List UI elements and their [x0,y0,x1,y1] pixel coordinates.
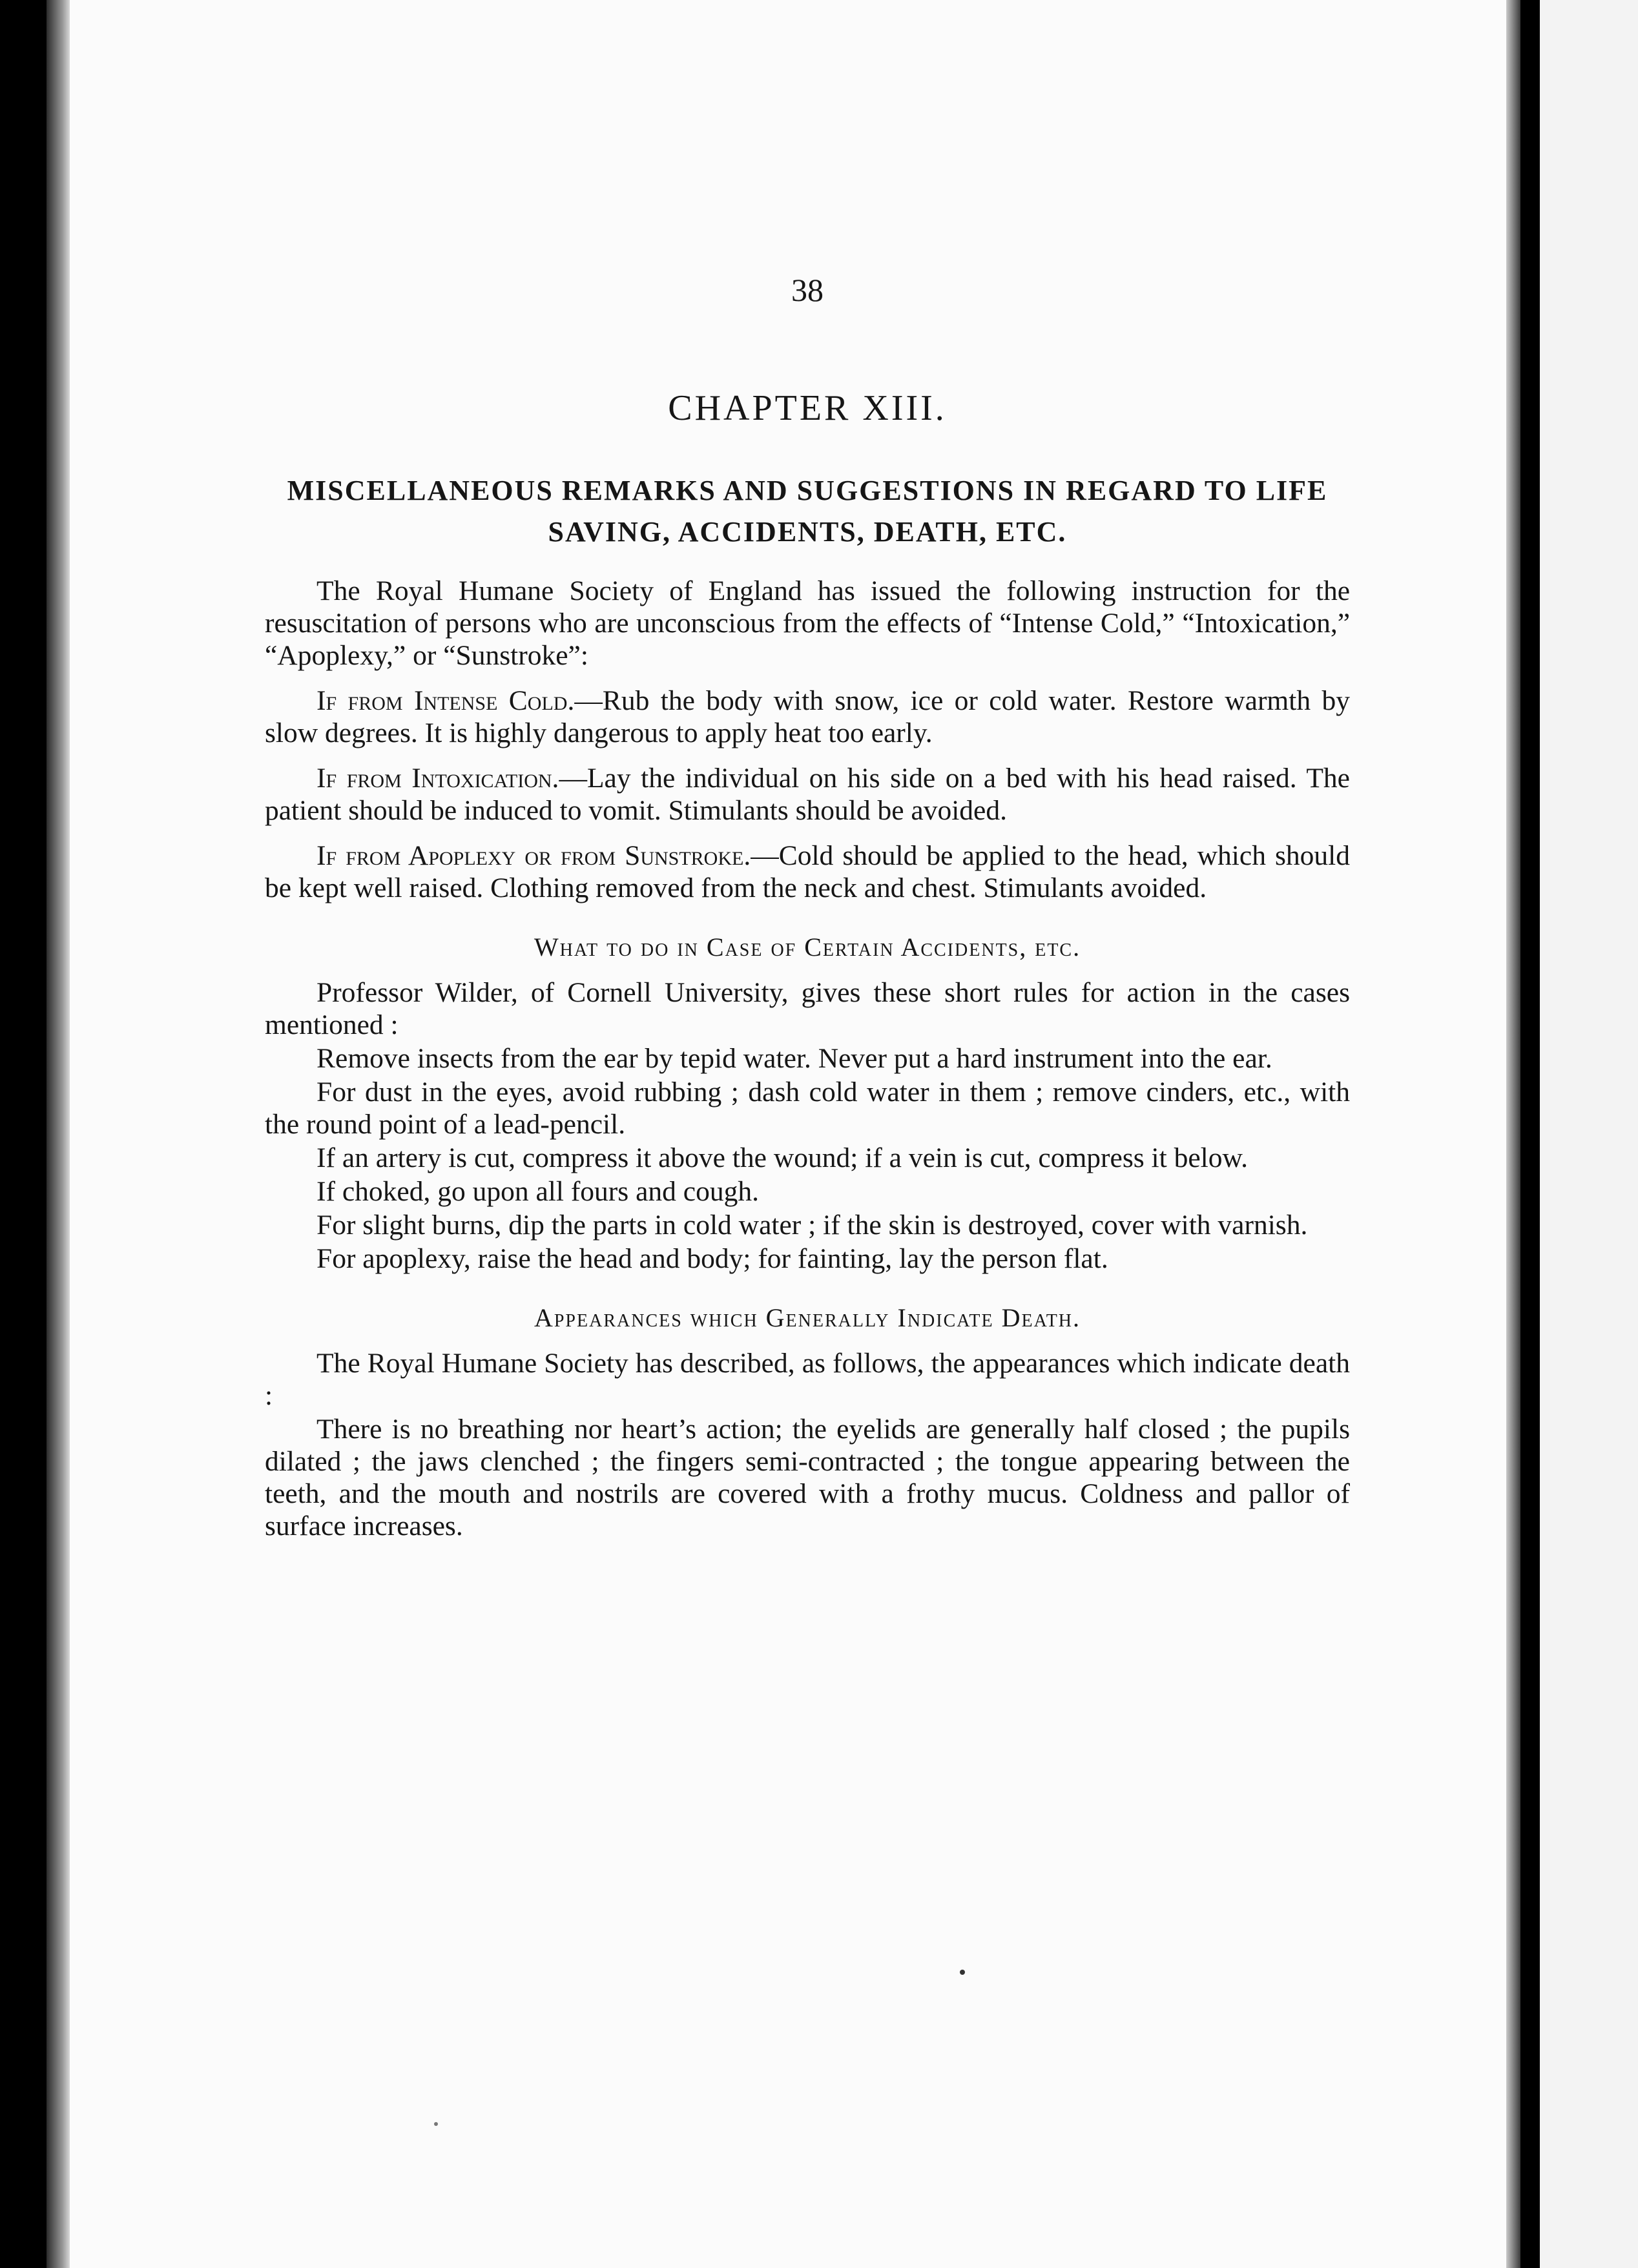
condition-apoplexy-sunstroke [265,840,1350,904]
scan-speck [434,2122,438,2126]
condition-label: If from Intense Cold. [316,685,575,716]
condition-text: —Cold should be applied to the head, which should be kept well raised. Clothing removed from the neck and chest. Stimulants avoided. [265,840,1350,903]
condition-cold [265,685,1350,749]
condition-text: —Lay the individual on his side on a bed with his head raised. The patient should be induced to vomit. Stimulants should be avoided. [265,763,1350,826]
page-gutter-shadow [1506,0,1520,2268]
section-heading-death: Appearances which Generally Indicate Death. [534,1303,1081,1332]
condition-intoxication [265,762,1350,827]
accident-paragraph: For dust in the eyes, avoid rubbing ; dash cold water in them ; remove cinders, etc., with the round point of a lead-pencil. [265,1077,1350,1140]
accident-paragraph: For slight burns, dip the parts in cold water ; if the skin is destroyed, cover with varnish. [316,1210,1308,1241]
section-heading-accidents: What to do in Case of Certain Accidents, etc. [534,933,1081,962]
chapter-title: MISCELLANEOUS REMARKS AND SUGGESTIONS IN REGARD TO LIFE SAVING, ACCIDENTS, DEATH, ETC. [287,475,1328,548]
scan-border-left [0,0,47,2268]
page-number: 38 [791,272,824,308]
scan-border-right [1520,0,1540,2268]
adjacent-page-edge [1540,0,1638,2268]
accident-paragraph: Professor Wilder, of Cornell University, gives these short rules for action in the cases mentioned : [265,977,1350,1040]
death-paragraph: There is no breathing nor heart’s action; the eyelids are generally half closed ; the pupils dilated ; the jaws clenched ; the fingers semi-contracted ; the tongue appearing between the teeth, and the mouth and nostrils are covered with a frothy mucus. Coldness and pallor of surface increases. [265,1414,1350,1541]
scan-speck [960,1970,965,1975]
condition-text: —Rub the body with snow, ice or cold water. Restore warmth by slow degrees. It is highly dangerous to apply heat too early. [265,685,1350,748]
accident-paragraph: For apoplexy, raise the head and body; for fainting, lay the person flat. [316,1243,1108,1274]
intro-paragraph: The Royal Humane Society of England has issued the following instruction for the resuscitation of persons who are unconscious from the effects of “Intense Cold,” “Intoxication,” “Apoplexy,” or “Sunstroke”: [265,575,1350,671]
condition-label: If from Intoxication. [316,763,559,794]
body-text [265,575,1350,1543]
book-spine [47,0,70,2268]
chapter-heading: CHAPTER XIII. [668,388,947,428]
accident-paragraph: Remove insects from the ear by tepid water. Never put a hard instrument into the ear. [316,1043,1272,1074]
condition-label: If from Apoplexy or from Sunstroke. [316,840,751,871]
accident-paragraph: If an artery is cut, compress it above the wound; if a vein is cut, compress it below. [316,1142,1248,1173]
death-paragraph: The Royal Humane Society has described, as follows, the appearances which indicate death : [265,1348,1350,1411]
accident-paragraph: If choked, go upon all fours and cough. [316,1176,759,1207]
